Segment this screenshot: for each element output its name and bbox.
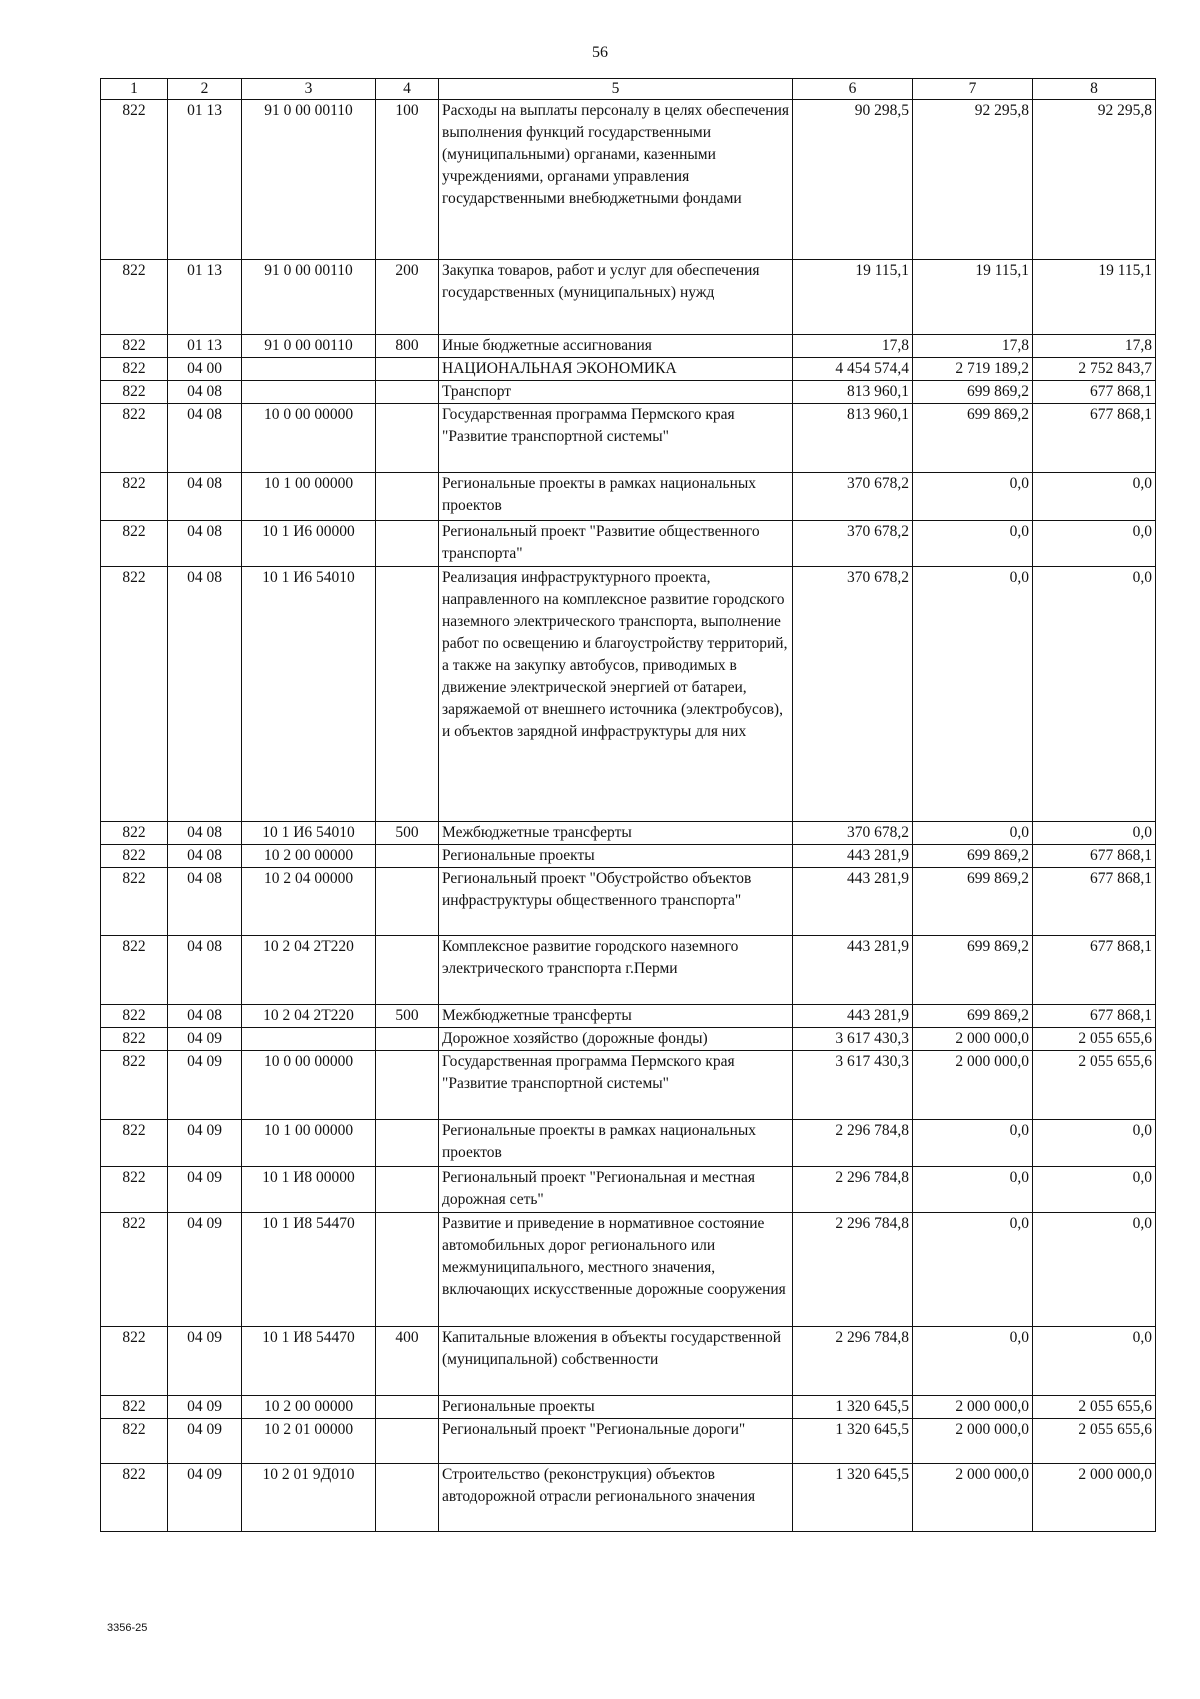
amount-year1-cell: 443 281,9 <box>793 868 913 936</box>
amount-year3-cell: 19 115,1 <box>1033 260 1156 335</box>
description-cell: Государственная программа Пермского края "Развитие транспортной системы" <box>439 1051 793 1120</box>
table-row <box>101 335 1156 358</box>
header-cell: 5 <box>439 79 793 100</box>
amount-year1-cell: 370 678,2 <box>793 521 913 567</box>
amount-year3-cell: 677 868,1 <box>1033 868 1156 936</box>
target-article-cell: 91 0 00 00110 <box>242 100 376 260</box>
amount-year3-cell: 677 868,1 <box>1033 1005 1156 1028</box>
target-article-cell: 10 0 00 00000 <box>242 1051 376 1120</box>
amount-year3-cell: 0,0 <box>1033 473 1156 521</box>
header-cell: 7 <box>913 79 1033 100</box>
admin-code-cell: 822 <box>101 473 168 521</box>
expense-type-cell: 500 <box>376 822 439 845</box>
amount-year2-cell: 2 000 000,0 <box>913 1396 1033 1419</box>
target-article-cell: 10 1 И8 54470 <box>242 1213 376 1327</box>
amount-year1-cell: 90 298,5 <box>793 100 913 260</box>
expense-type-cell: 500 <box>376 1005 439 1028</box>
admin-code-cell: 822 <box>101 404 168 473</box>
admin-code-cell: 822 <box>101 1167 168 1213</box>
target-article-cell: 91 0 00 00110 <box>242 260 376 335</box>
section-code-cell: 04 08 <box>168 473 242 521</box>
section-code-cell: 01 13 <box>168 335 242 358</box>
section-code-cell: 04 08 <box>168 822 242 845</box>
description-cell: Развитие и приведение в нормативное состояние автомобильных дорог регионального или межмуниципального, местного значения, включающих искусственные дорожные сооружения <box>439 1213 793 1327</box>
amount-year1-cell: 2 296 784,8 <box>793 1120 913 1167</box>
amount-year2-cell: 699 869,2 <box>913 845 1033 868</box>
target-article-cell: 10 2 04 2Т220 <box>242 1005 376 1028</box>
admin-code-cell: 822 <box>101 1005 168 1028</box>
section-code-cell: 04 08 <box>168 567 242 822</box>
admin-code-cell: 822 <box>101 845 168 868</box>
amount-year2-cell: 0,0 <box>913 1327 1033 1396</box>
expense-type-cell <box>376 1419 439 1464</box>
amount-year2-cell: 699 869,2 <box>913 404 1033 473</box>
section-code-cell: 04 09 <box>168 1419 242 1464</box>
target-article-cell: 91 0 00 00110 <box>242 335 376 358</box>
target-article-cell: 10 2 04 2Т220 <box>242 936 376 1005</box>
amount-year2-cell: 0,0 <box>913 567 1033 822</box>
amount-year1-cell: 370 678,2 <box>793 567 913 822</box>
amount-year3-cell: 0,0 <box>1033 822 1156 845</box>
section-code-cell: 04 08 <box>168 404 242 473</box>
amount-year3-cell: 677 868,1 <box>1033 936 1156 1005</box>
amount-year3-cell: 2 055 655,6 <box>1033 1051 1156 1120</box>
amount-year2-cell: 0,0 <box>913 1213 1033 1327</box>
amount-year1-cell: 813 960,1 <box>793 404 913 473</box>
table-row <box>101 1419 1156 1464</box>
admin-code-cell: 822 <box>101 1120 168 1167</box>
description-cell: Закупка товаров, работ и услуг для обеспечения государственных (муниципальных) нужд <box>439 260 793 335</box>
amount-year2-cell: 0,0 <box>913 521 1033 567</box>
description-cell: Региональный проект "Обустройство объектов инфраструктуры общественного транспорта" <box>439 868 793 936</box>
target-article-cell: 10 2 01 00000 <box>242 1419 376 1464</box>
section-code-cell: 04 08 <box>168 845 242 868</box>
expense-type-cell <box>376 1120 439 1167</box>
amount-year2-cell: 699 869,2 <box>913 1005 1033 1028</box>
section-code-cell: 04 08 <box>168 1005 242 1028</box>
admin-code-cell: 822 <box>101 1028 168 1051</box>
admin-code-cell: 822 <box>101 868 168 936</box>
admin-code-cell: 822 <box>101 822 168 845</box>
amount-year1-cell: 370 678,2 <box>793 822 913 845</box>
page-number: 56 <box>592 44 608 61</box>
target-article-cell: 10 2 00 00000 <box>242 1396 376 1419</box>
amount-year2-cell: 2 000 000,0 <box>913 1028 1033 1051</box>
expense-type-cell <box>376 1167 439 1213</box>
section-code-cell: 04 00 <box>168 358 242 381</box>
table-row <box>101 1396 1156 1419</box>
description-cell: Региональные проекты в рамках национальных проектов <box>439 1120 793 1167</box>
admin-code-cell: 822 <box>101 260 168 335</box>
section-code-cell: 04 09 <box>168 1213 242 1327</box>
amount-year2-cell: 0,0 <box>913 1167 1033 1213</box>
amount-year3-cell: 92 295,8 <box>1033 100 1156 260</box>
header-cell: 6 <box>793 79 913 100</box>
description-cell: Строительство (реконструкция) объектов автодорожной отрасли регионального значения <box>439 1464 793 1532</box>
table-row <box>101 1167 1156 1213</box>
amount-year1-cell: 443 281,9 <box>793 1005 913 1028</box>
expense-type-cell <box>376 1051 439 1120</box>
header-cell: 3 <box>242 79 376 100</box>
target-article-cell: 10 1 И6 00000 <box>242 521 376 567</box>
expense-type-cell <box>376 404 439 473</box>
target-article-cell: 10 1 00 00000 <box>242 473 376 521</box>
amount-year1-cell: 1 320 645,5 <box>793 1396 913 1419</box>
header-row <box>101 79 1156 100</box>
amount-year1-cell: 3 617 430,3 <box>793 1051 913 1120</box>
description-cell: Капитальные вложения в объекты государственной (муниципальной) собственности <box>439 1327 793 1396</box>
amount-year1-cell: 4 454 574,4 <box>793 358 913 381</box>
admin-code-cell: 822 <box>101 521 168 567</box>
header-cell: 2 <box>168 79 242 100</box>
amount-year2-cell: 0,0 <box>913 1120 1033 1167</box>
table-row <box>101 1028 1156 1051</box>
table-row <box>101 1327 1156 1396</box>
table-row <box>101 1464 1156 1532</box>
header-cell: 4 <box>376 79 439 100</box>
amount-year3-cell: 0,0 <box>1033 1120 1156 1167</box>
amount-year1-cell: 443 281,9 <box>793 845 913 868</box>
amount-year3-cell: 2 055 655,6 <box>1033 1028 1156 1051</box>
description-cell: НАЦИОНАЛЬНАЯ ЭКОНОМИКА <box>439 358 793 381</box>
expense-type-cell <box>376 1028 439 1051</box>
description-cell: Государственная программа Пермского края "Развитие транспортной системы" <box>439 404 793 473</box>
table-row <box>101 100 1156 260</box>
section-code-cell: 04 08 <box>168 521 242 567</box>
section-code-cell: 04 09 <box>168 1464 242 1532</box>
amount-year1-cell: 813 960,1 <box>793 381 913 404</box>
table-row <box>101 260 1156 335</box>
description-cell: Транспорт <box>439 381 793 404</box>
table-row <box>101 521 1156 567</box>
header-cell: 8 <box>1033 79 1156 100</box>
section-code-cell: 04 09 <box>168 1051 242 1120</box>
amount-year1-cell: 443 281,9 <box>793 936 913 1005</box>
section-code-cell: 04 08 <box>168 381 242 404</box>
target-article-cell <box>242 358 376 381</box>
table-row <box>101 1120 1156 1167</box>
expense-type-cell <box>376 1213 439 1327</box>
table-row <box>101 1051 1156 1120</box>
amount-year1-cell: 3 617 430,3 <box>793 1028 913 1051</box>
table-row <box>101 473 1156 521</box>
admin-code-cell: 822 <box>101 567 168 822</box>
table-body <box>101 100 1156 1532</box>
amount-year3-cell: 0,0 <box>1033 521 1156 567</box>
target-article-cell: 10 1 И6 54010 <box>242 822 376 845</box>
description-cell: Региональные проекты в рамках национальных проектов <box>439 473 793 521</box>
amount-year3-cell: 0,0 <box>1033 1327 1156 1396</box>
description-cell: Региональные проекты <box>439 845 793 868</box>
admin-code-cell: 822 <box>101 1327 168 1396</box>
amount-year3-cell: 0,0 <box>1033 567 1156 822</box>
description-cell: Межбюджетные трансферты <box>439 1005 793 1028</box>
description-cell: Региональный проект "Развитие общественного транспорта" <box>439 521 793 567</box>
amount-year2-cell: 699 869,2 <box>913 381 1033 404</box>
section-code-cell: 04 08 <box>168 868 242 936</box>
table-row <box>101 358 1156 381</box>
description-cell: Реализация инфраструктурного проекта, направленного на комплексное развитие городского наземного электрического транспорта, выполнение работ по освещению и благоустройству территорий, а также на закупку автобусов, приводимых в движение электрической энергией от батареи, заряжаемой от внешнего источника (электробусов), и объектов зарядной инфраструктуры для них <box>439 567 793 822</box>
target-article-cell: 10 0 00 00000 <box>242 404 376 473</box>
amount-year3-cell: 677 868,1 <box>1033 845 1156 868</box>
admin-code-cell: 822 <box>101 335 168 358</box>
amount-year3-cell: 677 868,1 <box>1033 381 1156 404</box>
description-cell: Иные бюджетные ассигнования <box>439 335 793 358</box>
expense-type-cell <box>376 521 439 567</box>
amount-year2-cell: 699 869,2 <box>913 868 1033 936</box>
section-code-cell: 04 09 <box>168 1120 242 1167</box>
target-article-cell: 10 2 04 00000 <box>242 868 376 936</box>
table-row <box>101 936 1156 1005</box>
description-cell: Комплексное развитие городского наземного электрического транспорта г.Перми <box>439 936 793 1005</box>
description-cell: Расходы на выплаты персоналу в целях обеспечения выполнения функций государственными (муниципальными) органами, казенными учреждениями, органами управления государственными внебюджетными фондами <box>439 100 793 260</box>
amount-year2-cell: 2 000 000,0 <box>913 1419 1033 1464</box>
amount-year1-cell: 2 296 784,8 <box>793 1213 913 1327</box>
expense-type-cell <box>376 381 439 404</box>
amount-year1-cell: 17,8 <box>793 335 913 358</box>
amount-year1-cell: 2 296 784,8 <box>793 1167 913 1213</box>
amount-year3-cell: 2 055 655,6 <box>1033 1419 1156 1464</box>
description-cell: Межбюджетные трансферты <box>439 822 793 845</box>
header-cell: 1 <box>101 79 168 100</box>
description-cell: Региональный проект "Региональные дороги" <box>439 1419 793 1464</box>
admin-code-cell: 822 <box>101 1396 168 1419</box>
amount-year2-cell: 2 000 000,0 <box>913 1051 1033 1120</box>
admin-code-cell: 822 <box>101 100 168 260</box>
description-cell: Дорожное хозяйство (дорожные фонды) <box>439 1028 793 1051</box>
description-cell: Региональные проекты <box>439 1396 793 1419</box>
target-article-cell <box>242 1028 376 1051</box>
amount-year1-cell: 1 320 645,5 <box>793 1464 913 1532</box>
amount-year2-cell: 2 719 189,2 <box>913 358 1033 381</box>
expense-type-cell <box>376 358 439 381</box>
amount-year3-cell: 2 000 000,0 <box>1033 1464 1156 1532</box>
amount-year2-cell: 2 000 000,0 <box>913 1464 1033 1532</box>
expense-type-cell <box>376 567 439 822</box>
target-article-cell: 10 1 00 00000 <box>242 1120 376 1167</box>
target-article-cell: 10 1 И8 54470 <box>242 1327 376 1396</box>
admin-code-cell: 822 <box>101 1051 168 1120</box>
expense-type-cell <box>376 868 439 936</box>
table-row <box>101 845 1156 868</box>
admin-code-cell: 822 <box>101 936 168 1005</box>
admin-code-cell: 822 <box>101 358 168 381</box>
amount-year1-cell: 1 320 645,5 <box>793 1419 913 1464</box>
expense-type-cell <box>376 1396 439 1419</box>
amount-year2-cell: 0,0 <box>913 473 1033 521</box>
table-row <box>101 1213 1156 1327</box>
admin-code-cell: 822 <box>101 1419 168 1464</box>
amount-year2-cell: 17,8 <box>913 335 1033 358</box>
admin-code-cell: 822 <box>101 381 168 404</box>
expense-type-cell: 200 <box>376 260 439 335</box>
amount-year3-cell: 17,8 <box>1033 335 1156 358</box>
amount-year1-cell: 370 678,2 <box>793 473 913 521</box>
section-code-cell: 04 08 <box>168 936 242 1005</box>
target-article-cell <box>242 381 376 404</box>
section-code-cell: 01 13 <box>168 260 242 335</box>
amount-year3-cell: 0,0 <box>1033 1167 1156 1213</box>
target-article-cell: 10 2 00 00000 <box>242 845 376 868</box>
amount-year2-cell: 19 115,1 <box>913 260 1033 335</box>
admin-code-cell: 822 <box>101 1213 168 1327</box>
description-cell: Региональный проект "Региональная и местная дорожная сеть" <box>439 1167 793 1213</box>
target-article-cell: 10 2 01 9Д010 <box>242 1464 376 1532</box>
document-code: 3356-25 <box>107 1622 148 1634</box>
section-code-cell: 04 09 <box>168 1396 242 1419</box>
amount-year3-cell: 677 868,1 <box>1033 404 1156 473</box>
expense-type-cell: 400 <box>376 1327 439 1396</box>
table-row <box>101 1005 1156 1028</box>
table-row <box>101 567 1156 822</box>
expense-type-cell: 800 <box>376 335 439 358</box>
amount-year2-cell: 92 295,8 <box>913 100 1033 260</box>
budget-table <box>100 78 1156 1532</box>
target-article-cell: 10 1 И8 00000 <box>242 1167 376 1213</box>
table-row <box>101 868 1156 936</box>
amount-year3-cell: 2 752 843,7 <box>1033 358 1156 381</box>
amount-year1-cell: 19 115,1 <box>793 260 913 335</box>
expense-type-cell <box>376 845 439 868</box>
target-article-cell: 10 1 И6 54010 <box>242 567 376 822</box>
amount-year3-cell: 2 055 655,6 <box>1033 1396 1156 1419</box>
table-row <box>101 404 1156 473</box>
amount-year3-cell: 0,0 <box>1033 1213 1156 1327</box>
section-code-cell: 04 09 <box>168 1167 242 1213</box>
expense-type-cell: 100 <box>376 100 439 260</box>
section-code-cell: 01 13 <box>168 100 242 260</box>
admin-code-cell: 822 <box>101 1464 168 1532</box>
expense-type-cell <box>376 936 439 1005</box>
section-code-cell: 04 09 <box>168 1028 242 1051</box>
amount-year1-cell: 2 296 784,8 <box>793 1327 913 1396</box>
expense-type-cell <box>376 1464 439 1532</box>
expense-type-cell <box>376 473 439 521</box>
section-code-cell: 04 09 <box>168 1327 242 1396</box>
table-row <box>101 381 1156 404</box>
table-row <box>101 822 1156 845</box>
amount-year2-cell: 0,0 <box>913 822 1033 845</box>
amount-year2-cell: 699 869,2 <box>913 936 1033 1005</box>
